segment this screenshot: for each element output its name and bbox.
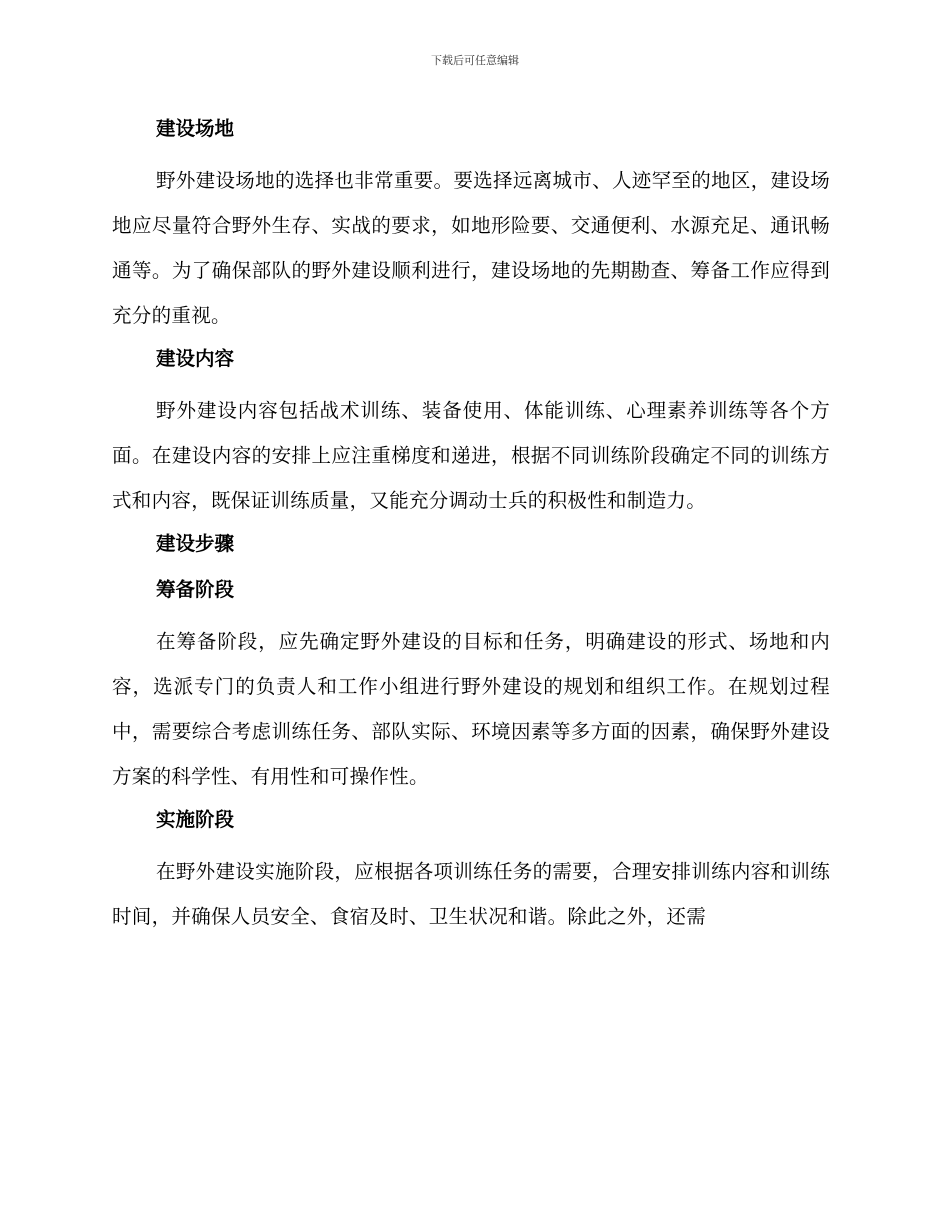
section-heading-steps: 建设步骤 xyxy=(156,532,235,555)
section-paragraph-preparation: 在筹备阶段，应先确定野外建设的目标和任务，明确建设的形式、场地和内容，选派专门的负责人和工作小组进行野外建设的规划和组织工作。在规划过程中，需要综合考虑训练任务、部队实际、环境因素等多方面的因素，确保野外建设方案的科学性、有用性和可操作性。 xyxy=(112,630,830,788)
page-header-note: 下载后可任意编辑 xyxy=(431,54,519,67)
document-body xyxy=(112,112,830,943)
section-paragraph-implementation: 在野外建设实施阶段，应根据各项训练任务的需要，合理安排训练内容和训练时间，并确保人员安全、食宿及时、卫生状况和谐。除此之外，还需 xyxy=(112,860,830,928)
section-heading-site: 建设场地 xyxy=(156,117,235,140)
section-heading-preparation: 筹备阶段 xyxy=(156,578,235,601)
section-heading-implementation: 实施阶段 xyxy=(156,808,235,831)
section-paragraph-content: 野外建设内容包括战术训练、装备使用、体能训练、心理素养训练等各个方面。在建设内容的安排上应注重梯度和递进，根据不同训练阶段确定不同的训练方式和内容，既保证训练质量，又能充分调动士兵的积极性和制造力。 xyxy=(112,399,830,512)
section-heading-content: 建设内容 xyxy=(156,347,235,370)
section-paragraph-site: 野外建设场地的选择也非常重要。要选择远离城市、人迹罕至的地区，建设场地应尽量符合野外生存、实战的要求，如地形险要、交通便利、水源充足、通讯畅通等。为了确保部队的野外建设顺利进行，建设场地的先期勘查、筹备工作应得到充分的重视。 xyxy=(112,169,830,327)
